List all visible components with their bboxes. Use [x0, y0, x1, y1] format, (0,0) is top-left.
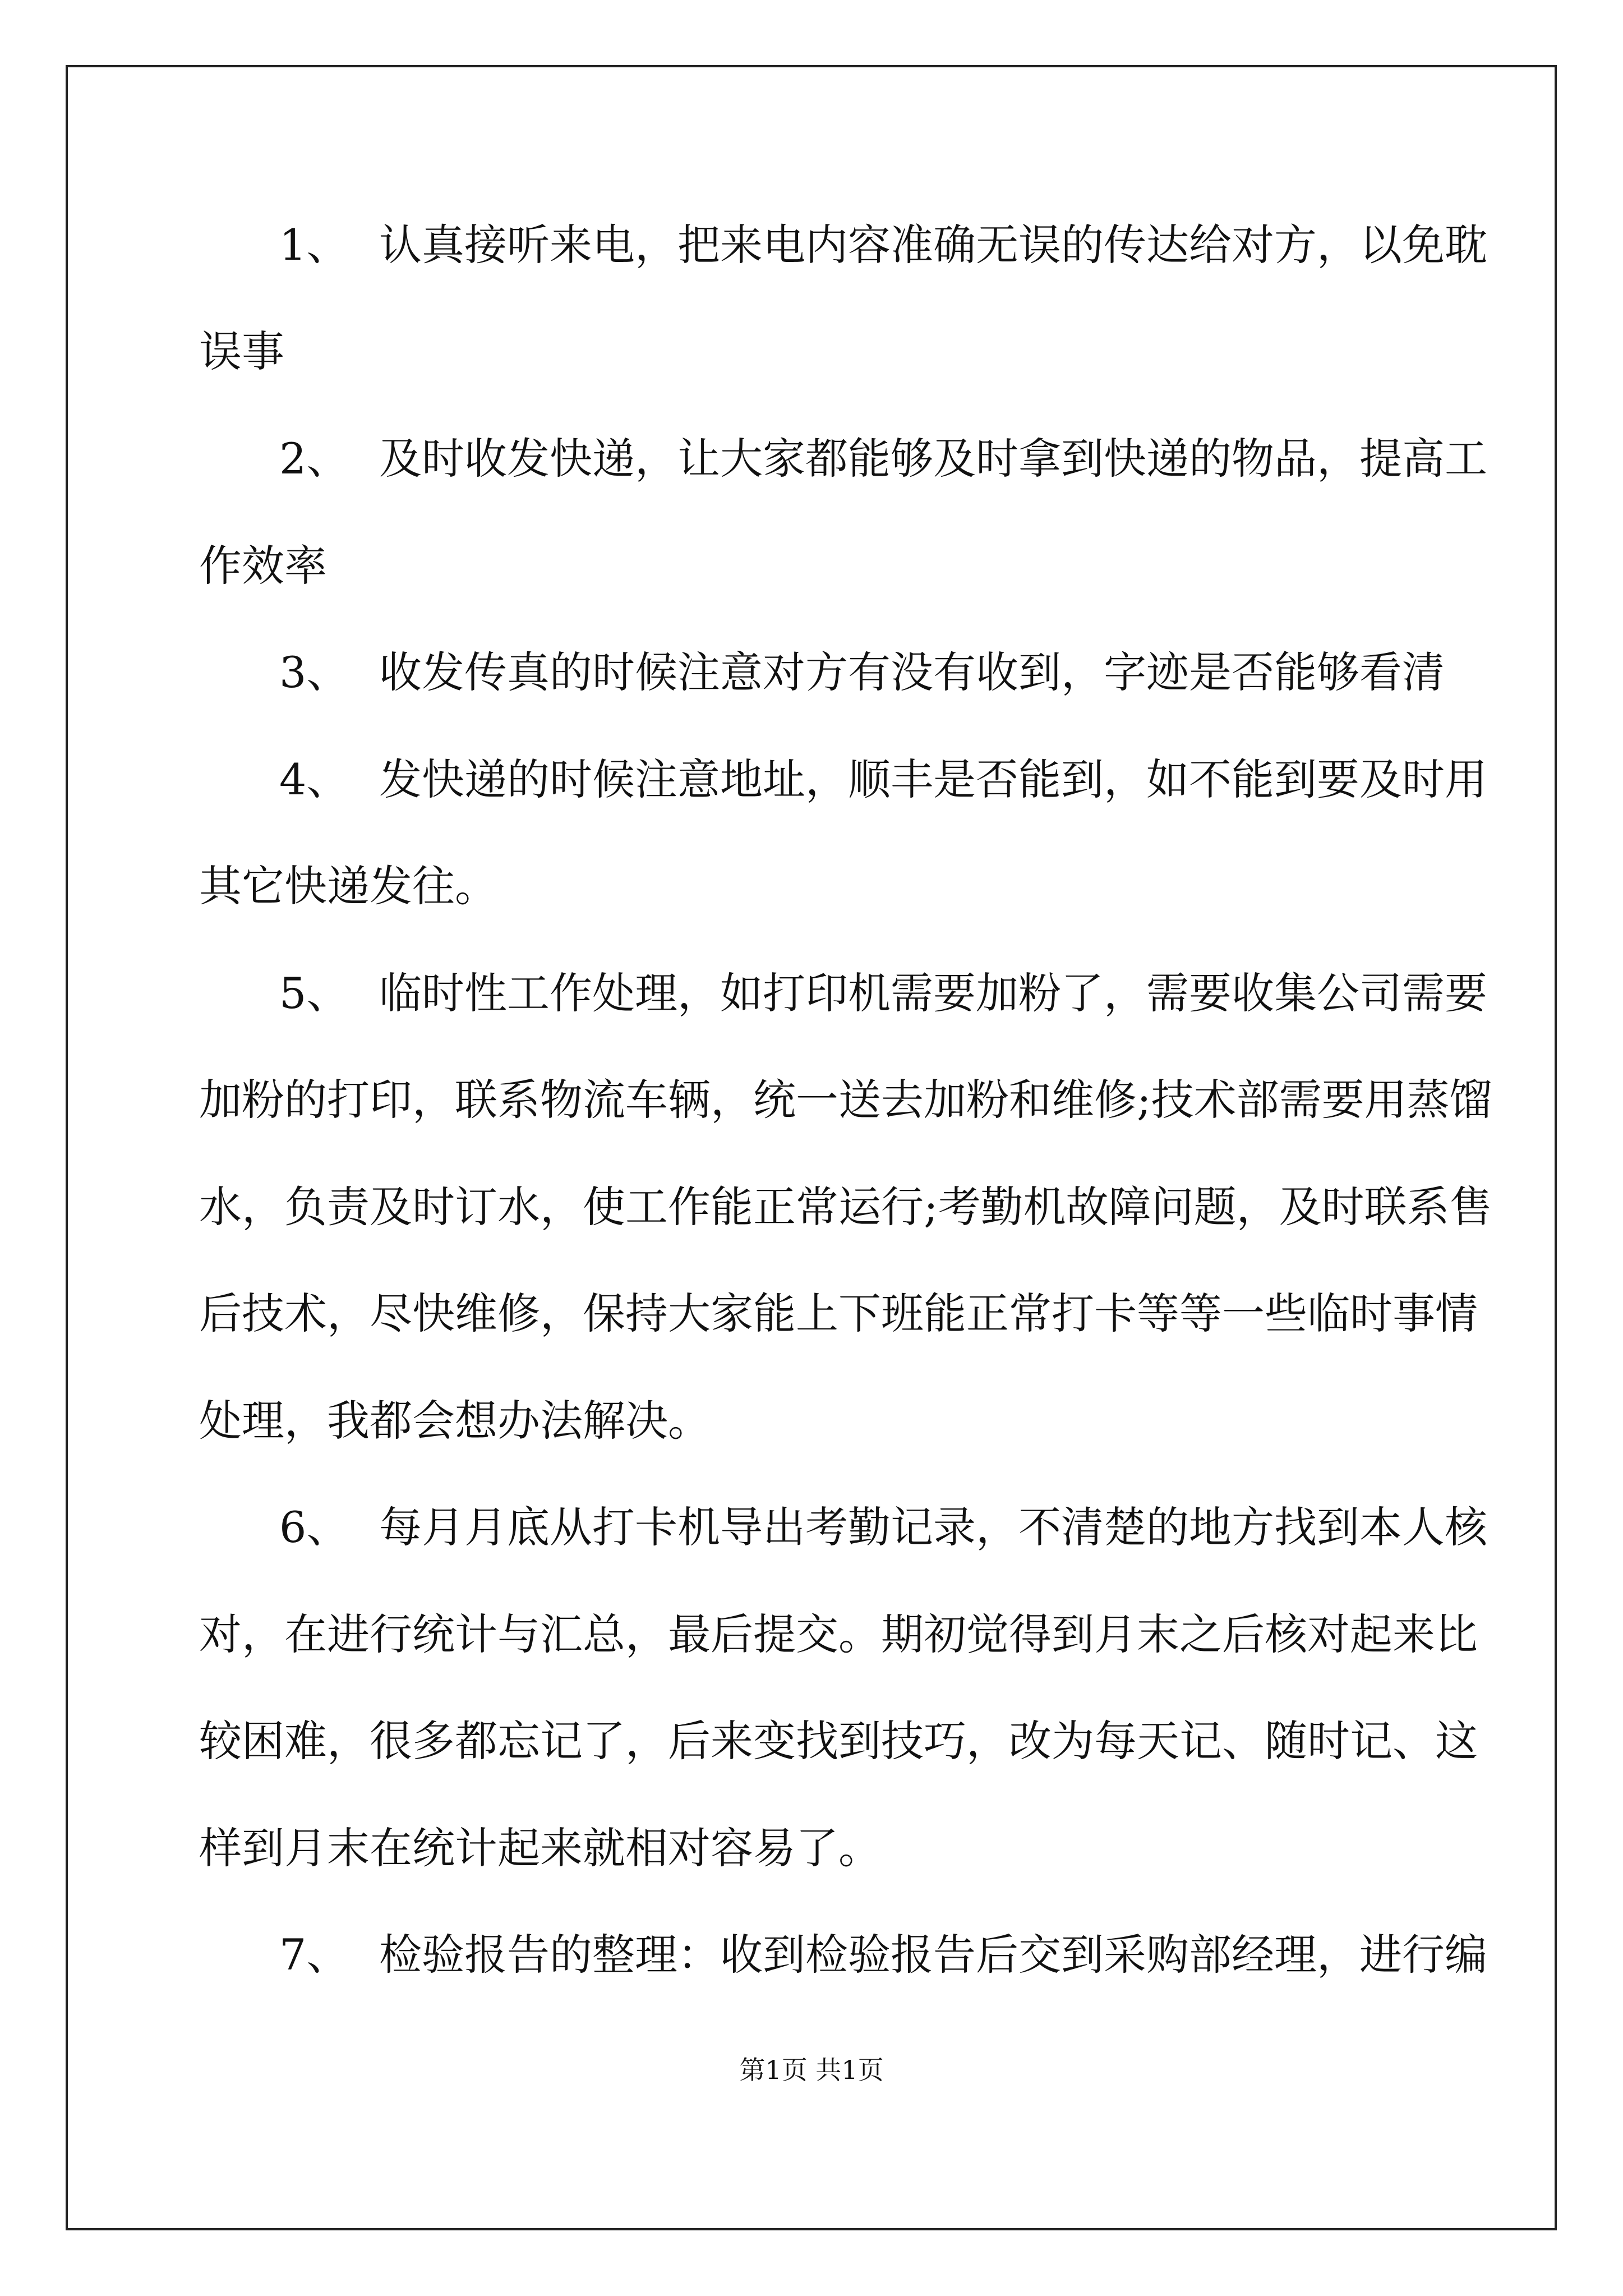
item-number: 3、 [279, 647, 349, 697]
list-item-1-line-2: 误事 [199, 326, 284, 376]
item-number: 6、 [279, 1502, 349, 1552]
item-text: 认真接听来电，把来电内容准确无误的传达给对方，以免耽 [379, 220, 1487, 270]
item-number: 1、 [279, 220, 349, 270]
list-item-6-line-1 [279, 1494, 1487, 1561]
list-item-5-line-1 [279, 960, 1487, 1027]
item-text: 发快递的时候注意地址，顺丰是否能到，如不能到要及时用 [379, 754, 1487, 804]
list-item-2-line-2: 作效率 [199, 541, 327, 591]
item-text: 检验报告的整理：收到检验报告后交到采购部经理，进行编 [379, 1930, 1487, 1980]
page-footer: 第1页 共1页 [739, 2055, 884, 2085]
list-item-6-line-4: 样到月末在统计起来就相对容易了。 [199, 1823, 881, 1873]
list-item-7-line-1 [279, 1921, 1487, 1989]
item-text: 收发传真的时候注意对方有没有收到，字迹是否能够看清 [379, 647, 1445, 697]
list-item-6-line-3: 较困难，很多都忘记了，后来变找到技巧，改为每天记、随时记、这 [199, 1716, 1478, 1766]
item-number: 4、 [279, 754, 349, 804]
list-item-5-line-5: 处理，我都会想办法解决。 [199, 1396, 711, 1446]
list-item-4-line-1 [279, 746, 1487, 813]
item-number: 2、 [279, 434, 349, 484]
item-text: 临时性工作处理，如打印机需要加粉了，需要收集公司需要 [379, 968, 1487, 1018]
list-item-3-line-1 [279, 639, 1445, 706]
list-item-5-line-3: 水，负责及时订水，使工作能正常运行;考勤机故障问题，及时联系售 [199, 1182, 1492, 1232]
list-item-5-line-2: 加粉的打印，联系物流车辆，统一送去加粉和维修;技术部需要用蒸馏 [199, 1075, 1492, 1125]
list-item-5-line-4: 后技术，尽快维修，保持大家能上下班能正常打卡等等一些临时事情 [199, 1289, 1478, 1338]
page-border [66, 65, 1557, 2230]
list-item-4-line-2: 其它快递发往。 [199, 861, 497, 911]
list-item-2-line-1 [279, 425, 1487, 493]
list-item-1-line-1 [279, 211, 1487, 279]
item-number: 7、 [279, 1930, 349, 1980]
item-text: 及时收发快递，让大家都能够及时拿到快递的物品，提高工 [379, 434, 1487, 484]
item-text: 每月月底从打卡机导出考勤记录，不清楚的地方找到本人核 [379, 1502, 1487, 1552]
list-item-6-line-2: 对，在进行统计与汇总，最后提交。期初觉得到月末之后核对起来比 [199, 1609, 1478, 1659]
item-number: 5、 [279, 968, 349, 1018]
